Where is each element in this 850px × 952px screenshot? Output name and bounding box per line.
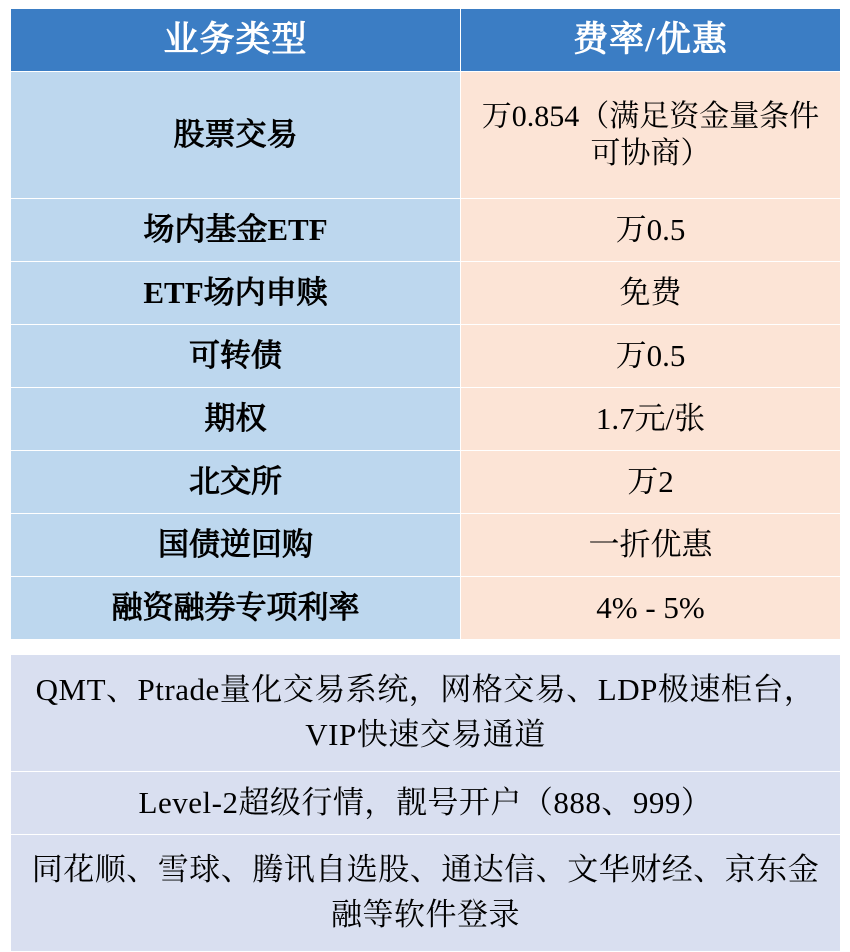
table-row — [11, 451, 841, 514]
row-label-stock-trading: 股票交易 — [11, 72, 461, 199]
table-spacer — [11, 640, 841, 655]
row-label-bse: 北交所 — [11, 451, 461, 514]
table-row — [11, 72, 841, 199]
row-label-reverse-repo: 国债逆回购 — [11, 514, 461, 577]
row-label-etf-fund: 场内基金ETF — [11, 199, 461, 262]
table-header-row — [11, 9, 841, 72]
table-row — [11, 199, 841, 262]
table-row — [11, 514, 841, 577]
row-value-etf-subscription: 免费 — [461, 262, 841, 325]
row-label-etf-subscription: ETF场内申赎 — [11, 262, 461, 325]
note-software-login: 同花顺、雪球、腾讯自选股、通达信、文华财经、京东金融等软件登录 — [11, 835, 841, 952]
row-value-margin-rate: 4% - 5% — [461, 577, 841, 640]
table-row — [11, 388, 841, 451]
table-row — [11, 262, 841, 325]
row-value-stock-trading: 万0.854（满足资金量条件可协商） — [461, 72, 841, 199]
header-rate-discount: 费率/优惠 — [461, 9, 841, 72]
row-value-convertible-bond: 万0.5 — [461, 325, 841, 388]
note-row — [11, 655, 841, 772]
table-row — [11, 577, 841, 640]
note-level2-market: Level-2超级行情，靓号开户（888、999） — [11, 772, 841, 835]
note-row — [11, 835, 841, 952]
spacer-cell — [11, 640, 841, 655]
row-label-options: 期权 — [11, 388, 461, 451]
fee-table — [10, 8, 841, 952]
header-business-type: 业务类型 — [11, 9, 461, 72]
note-row — [11, 772, 841, 835]
row-value-bse: 万2 — [461, 451, 841, 514]
row-value-options: 1.7元/张 — [461, 388, 841, 451]
note-quant-trading: QMT、Ptrade量化交易系统，网格交易、LDP极速柜台，VIP快速交易通道 — [11, 655, 841, 772]
row-value-reverse-repo: 一折优惠 — [461, 514, 841, 577]
table-row — [11, 325, 841, 388]
row-label-convertible-bond: 可转债 — [11, 325, 461, 388]
row-label-margin-rate: 融资融券专项利率 — [11, 577, 461, 640]
row-value-etf-fund: 万0.5 — [461, 199, 841, 262]
